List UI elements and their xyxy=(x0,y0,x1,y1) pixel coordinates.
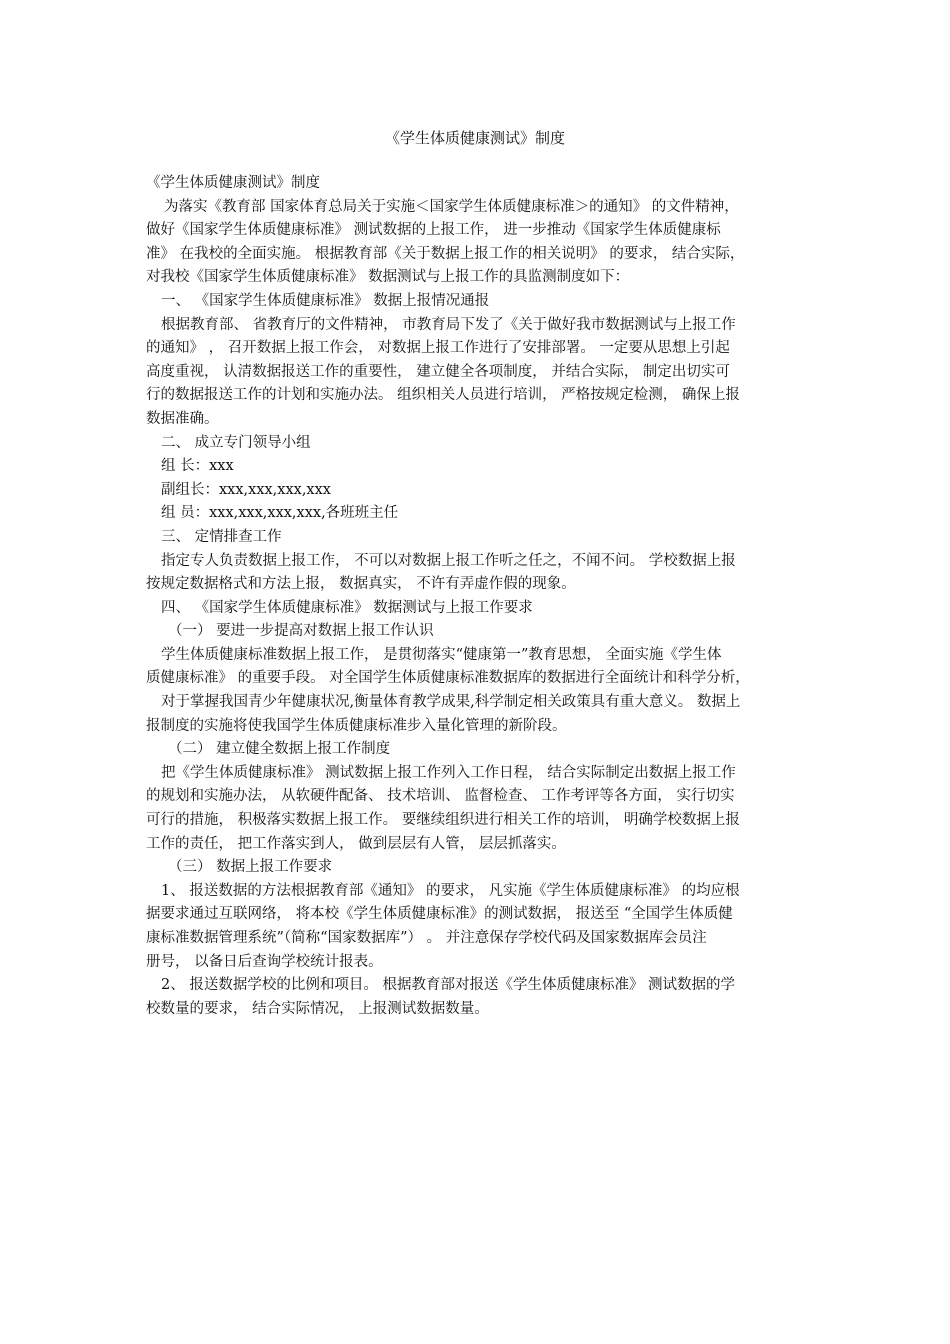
text-line: 可行的措施， 积极落实数据上报工作。 要继续组织进行相关工作的培训， 明确学校数据上报 xyxy=(146,812,740,829)
text-line: 1、 报送数据的方法根据教育部《通知》 的要求， 凡实施《学生体质健康标准》 的均应根 xyxy=(161,882,740,899)
text-line: 四、 《国家学生体质健康标准》 数据测试与上报工作要求 xyxy=(161,599,533,616)
text-line: 数据准确。 xyxy=(146,410,219,427)
text-line: 的通知》 ， 召开数据上报工作会， 对数据上报工作进行了安排部署。 一定要从思想上引起 xyxy=(146,340,730,357)
text-line: 质健康标准》 的重要手段。 对全国学生体质健康标准数据库的数据进行全面统计和科学分析， xyxy=(146,670,750,687)
text-line: （二） 建立健全数据上报工作制度 xyxy=(168,741,391,758)
text-line: 册号， 以备日后查询学校统计报表。 xyxy=(146,953,383,970)
text-line: 副组长：xxx,xxx,xxx,xxx xyxy=(161,481,331,498)
text-line: 按规定数据格式和方法上报， 数据真实， 不许有弄虚作假的现象。 xyxy=(146,576,576,593)
text-line: 指定专人负责数据上报工作， 不可以对数据上报工作听之任之，不闻不问。 学校数据上报 xyxy=(161,552,736,569)
text-line: 根据教育部、 省教育厅的文件精神， 市教育局下发了《关于做好我市数据测试与上报工作 xyxy=(161,316,736,333)
document-body xyxy=(146,172,810,1021)
text-line: 对于掌握我国青少年健康状况,衡量体育教学成果,科学制定相关政策具有重大意义。 数据上 xyxy=(161,694,741,711)
text-line: （三） 数据上报工作要求 xyxy=(168,859,333,876)
text-line: 学生体质健康标准数据上报工作， 是贯彻落实“健康第一”教育思想， 全面实施《学生体 xyxy=(161,646,722,663)
text-line: 做好《国家学生体质健康标准》 测试数据的上报工作， 进一步推动《国家学生体质健康标 xyxy=(146,222,721,239)
text-line: 三、 定情排查工作 xyxy=(161,528,282,545)
text-line: （一） 要进一步提高对数据上报工作认识 xyxy=(168,623,434,640)
text-line: 康标准数据管理系统”（简称“国家数据库”） 。 并注意保存学校代码及国家数据库会员注 xyxy=(146,930,707,946)
text-line: 组 员：xxx,xxx,xxx,xxx,各班班主任 xyxy=(161,505,399,522)
text-line: 为落实《教育部 国家体育总局关于实施＜国家学生体质健康标准＞的通知》 的文件精神， xyxy=(164,198,739,215)
text-line: 行的数据报送工作的计划和实施办法。 组织相关人员进行培训， 严格按规定检测， 确保上报 xyxy=(146,387,740,404)
text-line: 据要求通过互联网络， 将本校《学生体质健康标准》的测试数据， 报送至 “全国学生体质健 xyxy=(146,906,733,923)
text-line: 组 长：xxx xyxy=(161,458,234,475)
text-line: 对我校《国家学生体质健康标准》 数据测试与上报工作的具监测制度如下： xyxy=(146,269,630,286)
page-title: 《学生体质健康测试》制度 xyxy=(384,129,565,147)
text-line: 校数量的要求， 结合实际情况， 上报测试数据数量。 xyxy=(146,1000,489,1017)
text-line: 的规划和实施办法， 从软硬件配备、 技术培训、 监督检查、 工作考评等各方面， 实行切实 xyxy=(146,788,735,805)
text-line: 一、 《国家学生体质健康标准》 数据上报情况通报 xyxy=(161,292,490,309)
text-line: 准》 在我校的全面实施。 根据教育部《关于数据上报工作的相关说明》 的要求， 结合实际， xyxy=(146,245,745,262)
text-line: 把《学生体质健康标准》 测试数据上报工作列入工作日程， 结合实际制定出数据上报工作 xyxy=(161,764,736,781)
text-line: 二、 成立专门领导小组 xyxy=(161,434,311,451)
text-line: 工作的责任， 把工作落实到人， 做到层层有人管， 层层抓落实。 xyxy=(146,835,566,852)
text-line: 2、 报送数据学校的比例和项目。 根据教育部对报送《学生体质健康标准》 测试数据的学 xyxy=(161,977,736,994)
text-line: 报制度的实施将使我国学生体质健康标准步入量化管理的新阶段。 xyxy=(146,717,567,734)
text-line: 高度重视， 认清数据报送工作的重要性， 建立健全各项制度， 并结合实际， 制定出切实可 xyxy=(146,363,730,380)
text-line: 《学生体质健康测试》制度 xyxy=(146,175,320,191)
